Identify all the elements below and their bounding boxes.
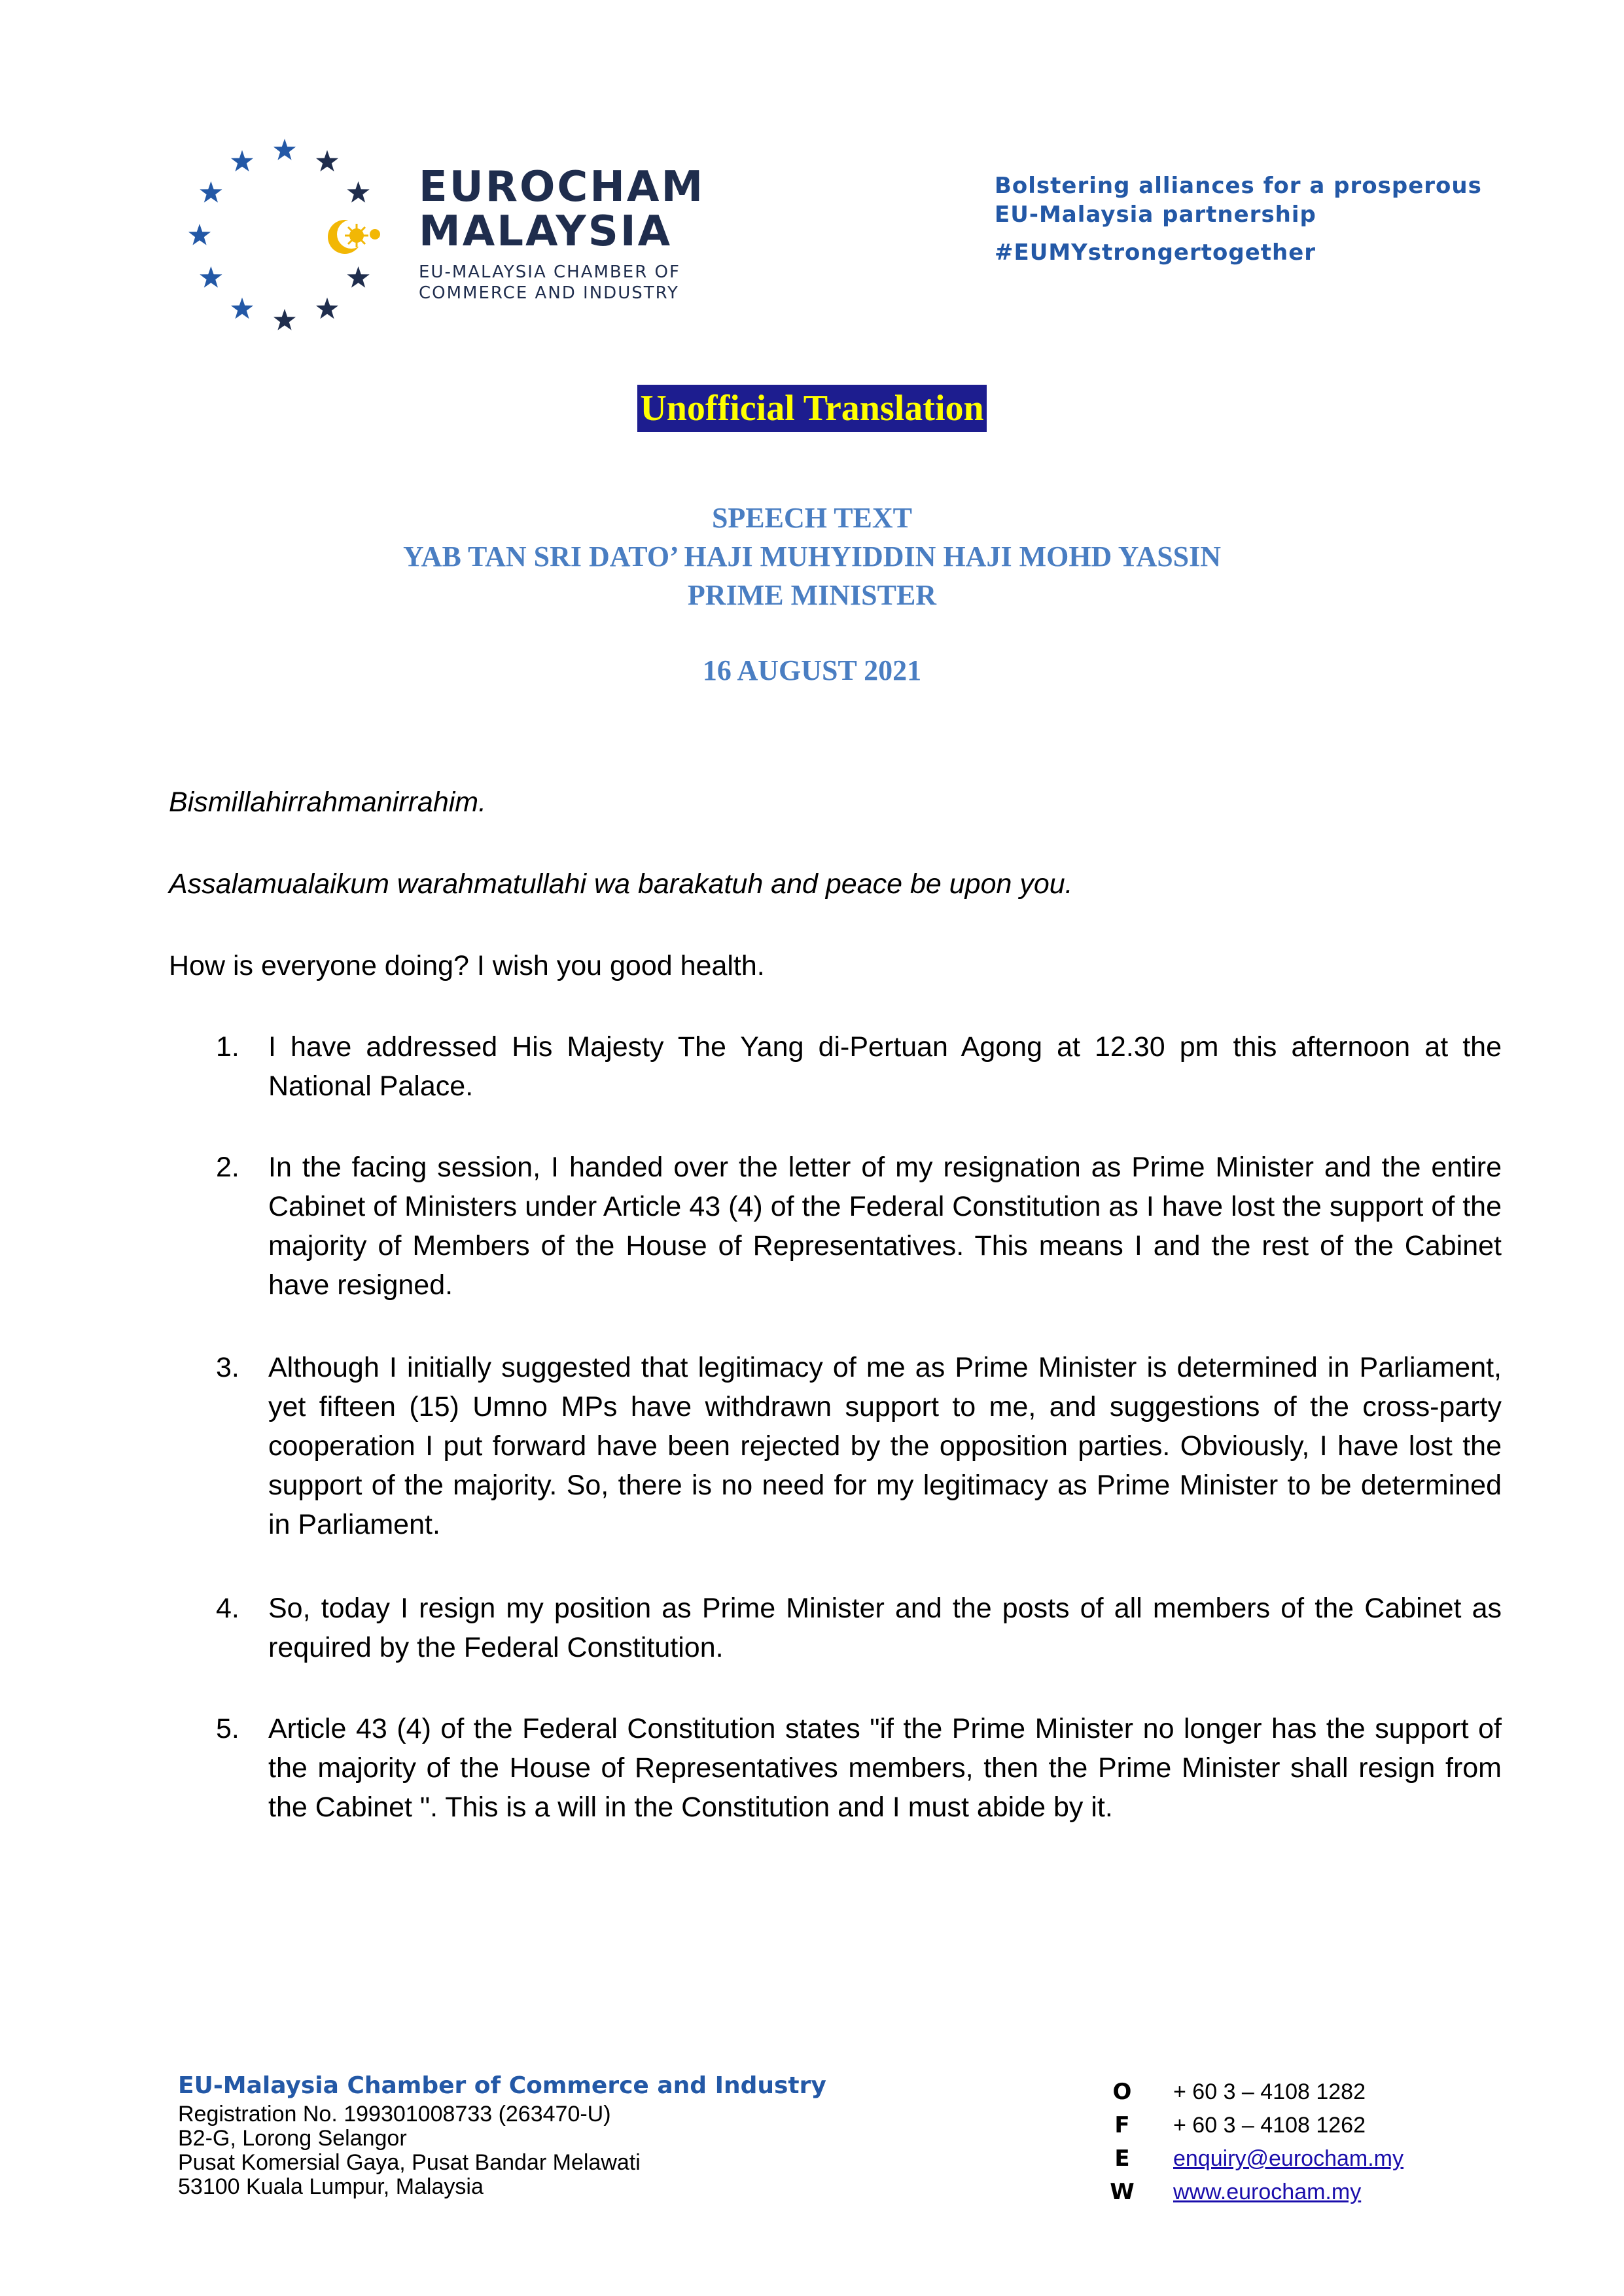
footer-address bbox=[178, 2102, 641, 2199]
logo-star-icon bbox=[188, 224, 211, 245]
paragraph-text: So, today I resign my position as Prime Minister and the posts of all members of the Cabinet as required by the Federal Constitution. bbox=[268, 1593, 1502, 1663]
opening-bismillah: Bismillahirrahmanirrahim. bbox=[169, 786, 487, 818]
speech-paragraph bbox=[216, 1148, 1502, 1305]
paragraph-text: Article 43 (4) of the Federal Constitution states "if the Prime Minister no longer has the support of the majority of the House of Representatives members, then the Prime Minister shall resign from the Cabinet ". This is a will in the Constitution and I must abide by it. bbox=[268, 1713, 1502, 1823]
speech-heading bbox=[0, 499, 1624, 690]
brand-subtitle-line2: COMMERCE AND INDUSTRY bbox=[419, 283, 679, 303]
paragraph-number: 1. bbox=[216, 1031, 239, 1063]
hashtag: #EUMYstrongertogether bbox=[995, 239, 1316, 266]
logo-star-icon bbox=[200, 181, 222, 203]
logo-star-icon bbox=[316, 298, 338, 319]
contact-fax-key: F bbox=[1114, 2112, 1130, 2138]
eu-stars-crescent-icon bbox=[180, 131, 389, 340]
speech-text-label: SPEECH TEXT bbox=[711, 502, 913, 534]
brand-subtitle-line1: EU-MALAYSIA CHAMBER OF bbox=[419, 262, 680, 282]
logo-star-icon bbox=[231, 298, 253, 319]
logo-star-icon bbox=[231, 150, 253, 171]
footer-address-line2: Pusat Komersial Gaya, Pusat Bandar Melawati bbox=[178, 2150, 641, 2175]
unofficial-translation-label: Unofficial Translation bbox=[637, 385, 986, 432]
footer-address-line1: B2-G, Lorong Selangor bbox=[178, 2126, 407, 2151]
logo-star-icon bbox=[347, 266, 370, 288]
speech-paragraph bbox=[216, 1348, 1502, 1544]
tagline bbox=[995, 171, 1482, 267]
logo-star-icon bbox=[316, 150, 338, 171]
logo-star-icon bbox=[274, 309, 296, 330]
brand-name bbox=[419, 165, 705, 254]
opening-greeting: Assalamualaikum warahmatullahi wa barakatuh and peace be upon you. bbox=[169, 868, 1073, 900]
paragraph-number: 4. bbox=[216, 1593, 239, 1624]
contact-email-link[interactable]: enquiry@eurocham.my bbox=[1173, 2146, 1403, 2171]
logo-star-icon bbox=[200, 266, 222, 288]
paragraph-number: 5. bbox=[216, 1713, 239, 1744]
paragraph-text: In the facing session, I handed over the letter of my resignation as Prime Minister and the entire Cabinet of Ministers under Article 43 (4) of the Federal Constitution as I have lost the support of the majority of Members of the House of Representatives. This means I and the rest of the Cabinet have resigned. bbox=[268, 1152, 1502, 1301]
contact-website-link[interactable]: www.eurocham.my bbox=[1173, 2180, 1362, 2204]
brand-line-eurocham: EUROCHAM bbox=[419, 163, 705, 211]
contact-email-key: E bbox=[1114, 2146, 1130, 2172]
paragraph-number: 3. bbox=[216, 1352, 239, 1383]
tagline-line2: EU-Malaysia partnership bbox=[995, 202, 1316, 228]
speaker-name: YAB TAN SRI DATO’ HAJI MUHYIDDIN HAJI MOHD YASSIN bbox=[402, 540, 1222, 573]
paragraph-number: 2. bbox=[216, 1152, 239, 1183]
speech-paragraph bbox=[216, 1709, 1502, 1827]
speech-date: 16 AUGUST 2021 bbox=[702, 654, 922, 686]
contact-website-key: W bbox=[1110, 2179, 1135, 2205]
paragraph-text: I have addressed His Majesty The Yang di-Pertuan Agong at 12.30 pm this afternoon at the National Palace. bbox=[268, 1031, 1502, 1102]
brand-subtitle bbox=[419, 262, 680, 304]
speech-paragraph bbox=[216, 1589, 1502, 1667]
sun-icon bbox=[370, 229, 380, 239]
brand-line-malaysia: MALAYSIA bbox=[419, 207, 673, 256]
contact-office-phone: + 60 3 – 4108 1282 bbox=[1173, 2079, 1366, 2104]
footer-organization: EU-Malaysia Chamber of Commerce and Industry bbox=[178, 2072, 826, 2099]
speech-paragraph bbox=[216, 1027, 1502, 1106]
sun-burst-icon bbox=[345, 224, 368, 247]
logo-star-icon bbox=[274, 139, 296, 160]
opening-wellbeing: How is everyone doing? I wish you good health. bbox=[169, 950, 765, 981]
contact-office-key: O bbox=[1112, 2079, 1132, 2105]
speaker-position: PRIME MINISTER bbox=[687, 579, 937, 611]
unofficial-translation-banner bbox=[0, 385, 1624, 432]
paragraph-text: Although I initially suggested that legitimacy of me as Prime Minister is determined in Parliament, yet fifteen (15) Umno MPs have withdrawn support to me, and suggestions of the cross-party cooperation I put forward have been rejected by the opposition parties. Obviously, I have lost the support of the majority. So, there is no need for my legitimacy as Prime Minister to be determined in Parliament. bbox=[268, 1352, 1502, 1540]
footer-address-line3: 53100 Kuala Lumpur, Malaysia bbox=[178, 2174, 484, 2199]
tagline-line1: Bolstering alliances for a prosperous bbox=[995, 173, 1482, 199]
contact-fax-number: + 60 3 – 4108 1262 bbox=[1173, 2113, 1366, 2138]
footer-registration: Registration No. 199301008733 (263470-U) bbox=[178, 2102, 611, 2127]
logo-star-icon bbox=[347, 181, 370, 203]
